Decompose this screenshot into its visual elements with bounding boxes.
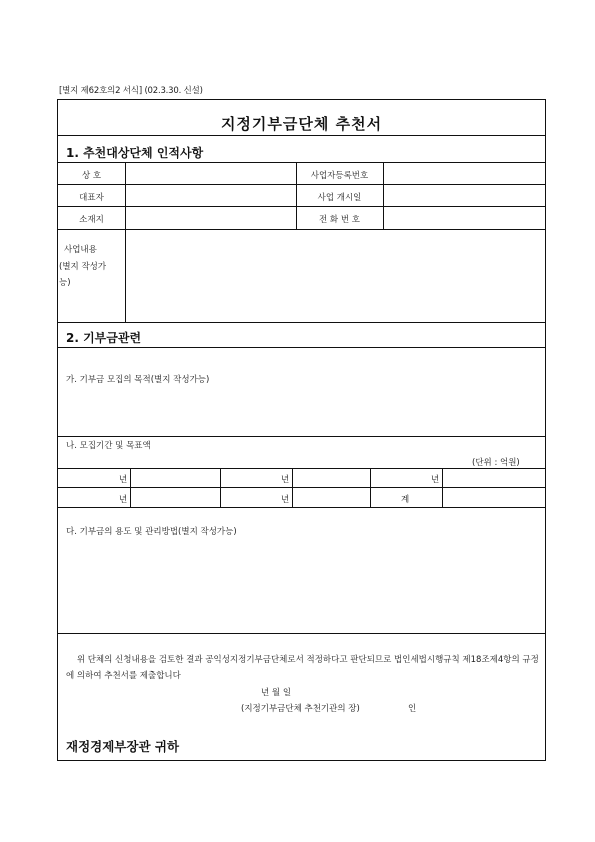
divider: [220, 468, 221, 507]
year-label: 년: [119, 495, 128, 505]
section1-heading: 1. 추천대상단체 인적사항: [66, 146, 204, 160]
divider: [370, 468, 371, 507]
recommendation-form: [57, 99, 546, 761]
year-label: 년: [281, 475, 290, 485]
label-business-content-note-end: 능): [59, 278, 71, 288]
divider: [58, 322, 545, 323]
form-reference: [별지 제62호의2 서식] (02.3.30. 신설): [59, 86, 203, 96]
label-address: 소재지: [79, 215, 104, 225]
year-label: 년: [119, 475, 128, 485]
label-phone: 전 화 번 호: [319, 215, 360, 225]
divider: [125, 162, 126, 322]
total-label: 계: [401, 495, 410, 505]
label-start-date: 사업 개시일: [317, 193, 362, 203]
divider: [58, 487, 545, 488]
divider: [58, 507, 545, 508]
divider: [383, 162, 384, 229]
item-c-usage: 다. 기부금의 용도 및 관리방법(별지 작성가능): [66, 527, 237, 537]
label-business-content-note: (별지 작성가: [59, 262, 107, 272]
divider: [58, 162, 545, 163]
divider: [58, 206, 545, 207]
addressee: 재정경제부장관 귀하: [66, 739, 180, 754]
label-business-no: 사업자등록번호: [310, 171, 369, 181]
item-b-period-target: 나. 모집기간 및 목표액: [66, 441, 151, 451]
divider: [58, 633, 545, 634]
declaration-body: 위 단체의 신청내용을 검토한 결과 공익성지정기부금단체로서 적정하다고 판단되므로 법인세법시행규칙 제18조제4항의 규정에 의하여 추천서를 제출합니다: [66, 655, 539, 681]
section2-heading: 2. 기부금관련: [66, 331, 142, 345]
declaration-text: [66, 652, 541, 684]
divider: [58, 468, 545, 469]
divider: [58, 135, 545, 136]
label-representative: 대표자: [79, 193, 104, 203]
declaration-signer: (지정기부금단체 추천기관의 장): [241, 704, 360, 714]
item-a-purpose: 가. 기부금 모집의 목적(별지 작성가능): [66, 375, 210, 385]
form-title: 지정기부금단체 추천서: [220, 115, 383, 133]
divider: [58, 229, 545, 230]
divider: [442, 468, 443, 507]
divider: [130, 468, 131, 507]
label-name: 상 호: [81, 171, 102, 181]
unit-label: (단위 : 억원): [472, 458, 520, 468]
seal-mark: 인: [408, 704, 417, 714]
label-business-content: 사업내용: [64, 245, 97, 255]
declaration-date: 년 월 일: [261, 688, 292, 698]
divider: [292, 468, 293, 507]
divider: [58, 436, 545, 437]
year-label: 년: [281, 495, 290, 505]
year-label: 년: [431, 475, 440, 485]
divider: [58, 184, 545, 185]
divider: [58, 347, 545, 348]
